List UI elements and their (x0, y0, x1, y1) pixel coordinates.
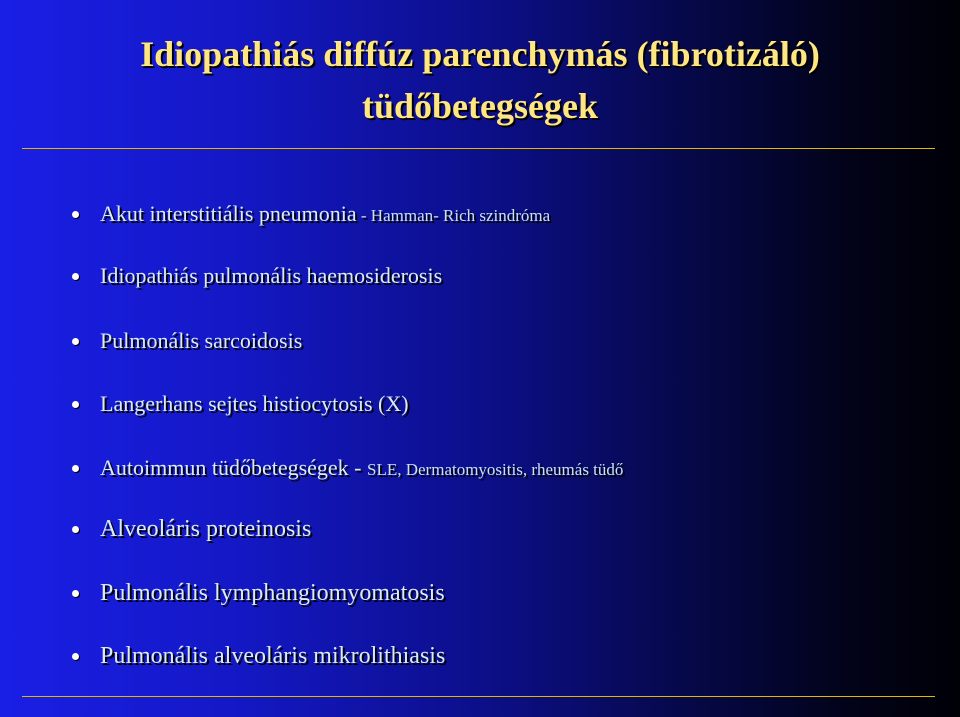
slide-title-line1: Idiopathiás diffúz parenchymás (fibrotizáló) (140, 34, 820, 74)
list-item-text: Pulmonális sarcoidosis (100, 328, 303, 353)
list-item-text: Akut interstitiális pneumonia (100, 201, 357, 226)
list-item-text: Pulmonális lymphangiomyomatosis (100, 580, 445, 606)
list-item-text: Alveoláris proteinosis (100, 516, 312, 542)
bullet-icon (72, 211, 79, 218)
bullet-icon (72, 401, 79, 408)
bullet-icon (72, 338, 79, 345)
list-item-subtext: SLE, Dermatomyositis, rheumás tüdő (367, 460, 624, 479)
list-item-text: Pulmonális alveoláris mikrolithiasis (100, 643, 446, 669)
bullet-icon (72, 526, 79, 533)
slide-title-line2: tüdőbetegségek (362, 86, 598, 126)
bullet-icon (72, 465, 79, 472)
bullet-icon (72, 273, 79, 280)
bullet-icon (72, 590, 79, 597)
bullet-icon (72, 653, 79, 660)
list-item-text: Langerhans sejtes histiocytosis (X) (100, 391, 409, 416)
list-item-subtext: - Hamman- Rich szindróma (356, 206, 551, 225)
list-item-text: Idiopathiás pulmonális haemosiderosis (100, 263, 443, 288)
bottom-divider (22, 696, 935, 697)
list-item-text: Autoimmun tüdőbetegségek - (100, 455, 368, 480)
